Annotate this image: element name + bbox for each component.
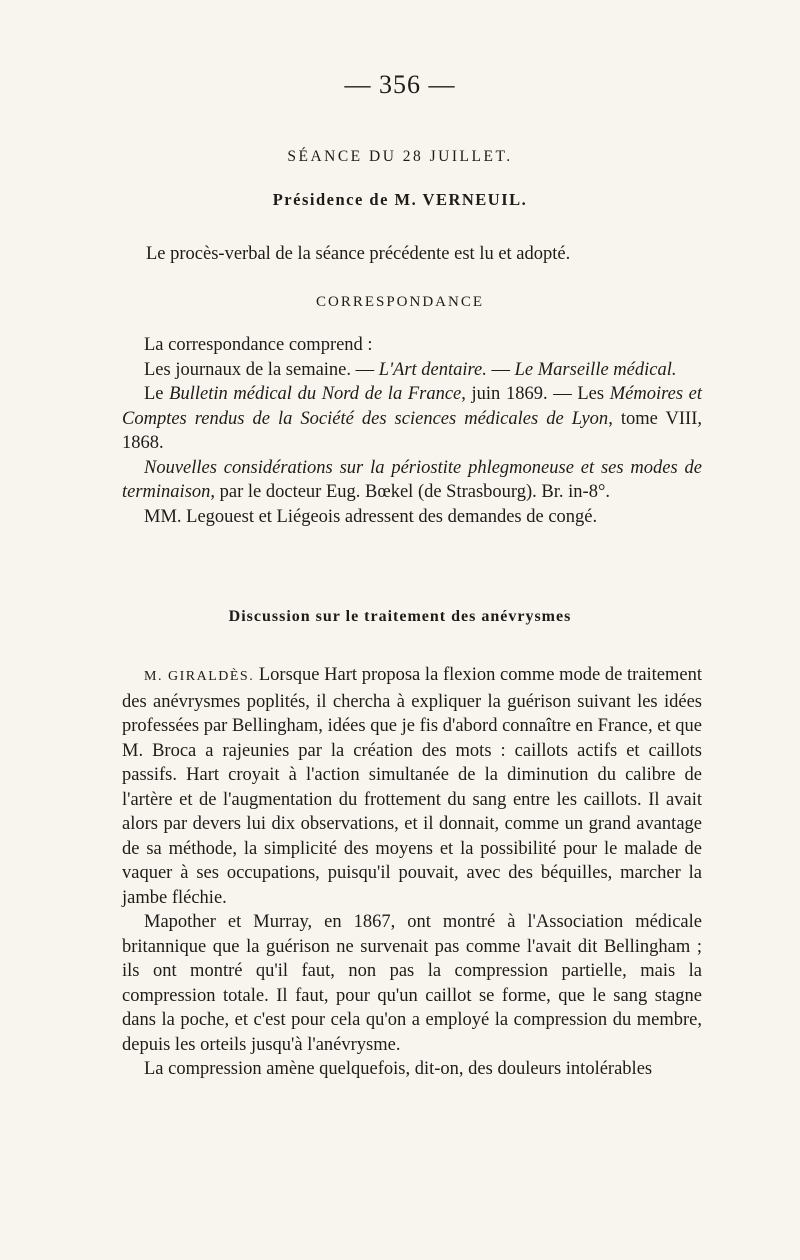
nouvelles-paragraph [122, 456, 702, 505]
giraldes-paragraph [122, 663, 702, 910]
discussion-heading: Discussion sur le traitement des anévrysmes [228, 608, 572, 625]
page-number: — 356 — [344, 70, 456, 99]
correspondance-body [122, 333, 702, 529]
correspondance-intro: La correspondance comprend : [144, 335, 373, 355]
marseille-medical-title: Le Marseille médical. [514, 359, 677, 380]
proces-verbal-line: Le procès-verbal de la séance précédente est lu et adopté. [146, 244, 571, 264]
art-dentaire-title: L'Art dentaire. [378, 359, 487, 380]
presidence-heading: Présidence de M. VERNEUIL. [272, 190, 528, 209]
bulletin-date: , juin 1869. — Les [461, 384, 610, 404]
journaux-paragraph [122, 358, 702, 383]
memoires-title: Mémoires et Comptes rendus de la Société des sciences médicales de Lyon [122, 384, 703, 429]
bulletin-prefix: Le [144, 384, 170, 404]
speaker-name: M. GIRALDÈS. [144, 669, 255, 684]
conge-paragraph: MM. Legouest et Liégeois adressent des demandes de congé. [144, 506, 598, 527]
mapother-paragraph: Mapother et Murray, en 1867, ont montré à l'Association médicale britannique que la guérison ne survenait pas comme l'avait dit Bellingham ; ils ont montré qu'il faut, non pas la compression partielle, mais la compression totale. Il faut, pour qu'un caillot se forme, que le sang stagne dans la poche, et c'est pour cela qu'on a employé la compression du membre, depuis les orteils jusqu'à l'anévrysme. [122, 912, 702, 1055]
bulletin-tome: , tome VIII, 1868. [122, 408, 703, 453]
bulletin-title: Bulletin médical du Nord de la France [169, 384, 462, 404]
giraldes-text: Lorsque Hart proposa la flexion comme mode de traitement des anévrysmes poplités, il chercha à expliquer la guérison suivant les idées professées par Bellingham, idées que je fis d'abord connaître en France, et que M. Broca a rajeunies par la création des mots : caillots actifs et caillots passifs. Hart croyait à l'action simultanée de la diminution du calibre de l'artère et de l'augmentation du frottement du sang entre les caillots. Il avait alors par devers lui dix observations, et il donnait, comme un grand avantage de sa méthode, la simplicité des moyens et la possibilité pour le malade de vaquer à ses occupations, puisqu'il pouvait, avec des béquilles, marcher la jambe fléchie. [122, 665, 703, 908]
nouvelles-title: Nouvelles considérations sur la périostite phlegmoneuse et ses modes de terminaison [122, 457, 702, 502]
discussion-body [122, 663, 702, 1082]
journaux-text: Les journaux de la semaine. — [144, 359, 379, 380]
seance-heading: SÉANCE DU 28 JUILLET. [287, 148, 513, 165]
compression-paragraph: La compression amène quelquefois, dit-on, des douleurs intolérables [144, 1059, 653, 1079]
correspondance-heading: CORRESPONDANCE [315, 294, 485, 310]
bulletin-paragraph [122, 382, 702, 456]
journaux-separator: — [486, 359, 515, 380]
nouvelles-author: , par le docteur Eug. Bœkel (de Strasbourg). Br. in-8°. [210, 482, 610, 502]
